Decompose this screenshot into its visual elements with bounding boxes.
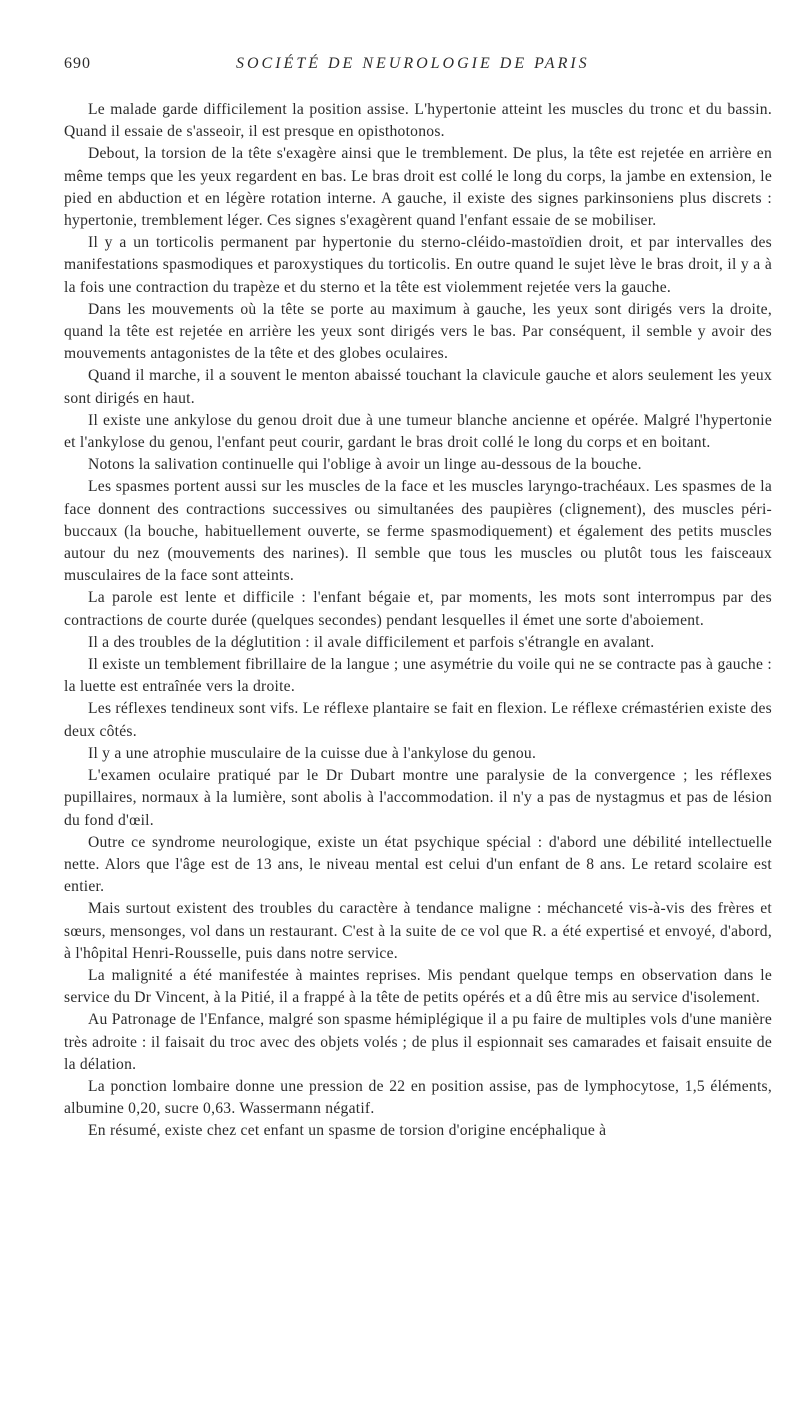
paragraph: Il existe un temblement fibrillaire de la langue ; une asymétrie du voile qui ne se contracte pas à gauche : la luette est entraînée vers la droite. <box>64 656 772 696</box>
paragraph: Les spasmes portent aussi sur les muscles de la face et les muscles laryngo-trachéaux. Les spasmes de la face donnent des contractions successives ou simultanées des paupières (clignement), des muscles péri-buccaux (la bouche, habituellement ouverte, se ferme spasmodiquement) et également des petits muscles autour du nez (mouvements des narines). Il semble que tous les muscles ou plutôt tous les faisceaux musculaires de la face sont atteints. <box>64 478 772 585</box>
paragraph: Il y a un torticolis permanent par hypertonie du sterno-cléido-mastoïdien droit, et par intervalles des manifestations spasmodiques et paroxystiques du torticolis. En outre quand le sujet lève le bras droit, il y a à la fois une contraction du trapèze et du sterno et la tête est violemment rejetée vers la gauche. <box>64 234 772 296</box>
page-number: 690 <box>64 55 91 72</box>
paragraph: Il a des troubles de la déglutition : il avale difficilement et parfois s'étrangle en avalant. <box>88 633 655 651</box>
body-text <box>64 99 772 1143</box>
paragraph: La ponction lombaire donne une pression de 22 en position assise, pas de lymphocytose, 1,5 éléments, albumine 0,20, sucre 0,63. Wassermann négatif. <box>64 1077 772 1118</box>
paragraph: Il y a une atrophie musculaire de la cuisse due à l'ankylose du genou. <box>88 744 537 762</box>
page-header <box>64 55 772 89</box>
paragraph: En résumé, existe chez cet enfant un spasme de torsion d'origine encéphalique à <box>88 1122 607 1140</box>
paragraph: L'examen oculaire pratiqué par le Dr Dubart montre une paralysie de la convergence ; les réflexes pupillaires, normaux à la lumière, sont abolis à l'accommodation. il n'y a pas de nystagmus et pas de lésion du fond d'œil. <box>64 767 772 829</box>
paragraph: La parole est lente et difficile : l'enfant bégaie et, par moments, les mots sont interrompus par des contractions de courte durée (quelques secondes) pendant lesquelles il émet une sorte d'aboiement. <box>64 589 772 629</box>
paragraph: Au Patronage de l'Enfance, malgré son spasme hémiplégique il a pu faire de multiples vols d'une manière très adroite : il faisait du troc avec des objets volés ; de plus il espionnait ses camarades et faisait ensuite de la délation. <box>64 1011 772 1073</box>
paragraph: Notons la salivation continuelle qui l'oblige à avoir un linge au-dessous de la bouche. <box>88 456 642 474</box>
paragraph: Dans les mouvements où la tête se porte au maximum à gauche, les yeux sont dirigés vers la droite, quand la tête est rejetée en arrière les yeux sont dirigés vers le bas. Par conséquent, il semble y avoir des mouvements antagonistes de la tête et des globes oculaires. <box>64 300 772 363</box>
paragraph: Il existe une ankylose du genou droit due à une tumeur blanche ancienne et opérée. Malgré l'hypertonie et l'ankylose du genou, l'enfant peut courir, gardant le bras droit collé le long du corps et en boitant. <box>64 411 772 452</box>
paragraph: La malignité a été manifestée à maintes reprises. Mis pendant quelque temps en observation dans le service du Dr Vincent, à la Pitié, il a frappé à la tête de petits opérés et a dû être mis au service d'isolement. <box>64 966 772 1007</box>
paragraph: Quand il marche, il a souvent le menton abaissé touchant la clavicule gauche et alors seulement les yeux sont dirigés en haut. <box>64 367 772 407</box>
paragraph: Mais surtout existent des troubles du caractère à tendance maligne : méchanceté vis-à-vis des frères et sœurs, mensonges, vol dans un restaurant. C'est à la suite de ce vol que R. a été expertisé et envoyé, d'abord, à l'hôpital Henri-Rousselle, puis dans notre service. <box>64 900 772 962</box>
running-head: SOCIÉTÉ DE NEUROLOGIE DE PARIS <box>236 55 590 72</box>
paragraph: Le malade garde difficilement la position assise. L'hypertonie atteint les muscles du tronc et du bassin. Quand il essaie de s'asseoir, il est presque en opisthotonos. <box>64 101 772 141</box>
paragraph: Debout, la torsion de la tête s'exagère ainsi que le tremblement. De plus, la tête est rejetée en arrière en même temps que les yeux regardent en bas. Le bras droit est collé le long du corps, la jambe en extension, le pied en abduction et en légère rotation interne. A gauche, il existe des signes parkinsoniens plus discrets : hypertonie, tremblement léger. Ces signes s'exagèrent quand l'enfant essaie de se mobiliser. <box>64 145 772 230</box>
paragraph: Outre ce syndrome neurologique, existe un état psychique spécial : d'abord une débilité intellectuelle nette. Alors que l'âge est de 13 ans, le niveau mental est celui d'un enfant de 8 ans. Le retard scolaire est entier. <box>64 833 772 896</box>
paragraph: Les réflexes tendineux sont vifs. Le réflexe plantaire se fait en flexion. Le réflexe crémastérien existe des deux côtés. <box>64 700 772 740</box>
